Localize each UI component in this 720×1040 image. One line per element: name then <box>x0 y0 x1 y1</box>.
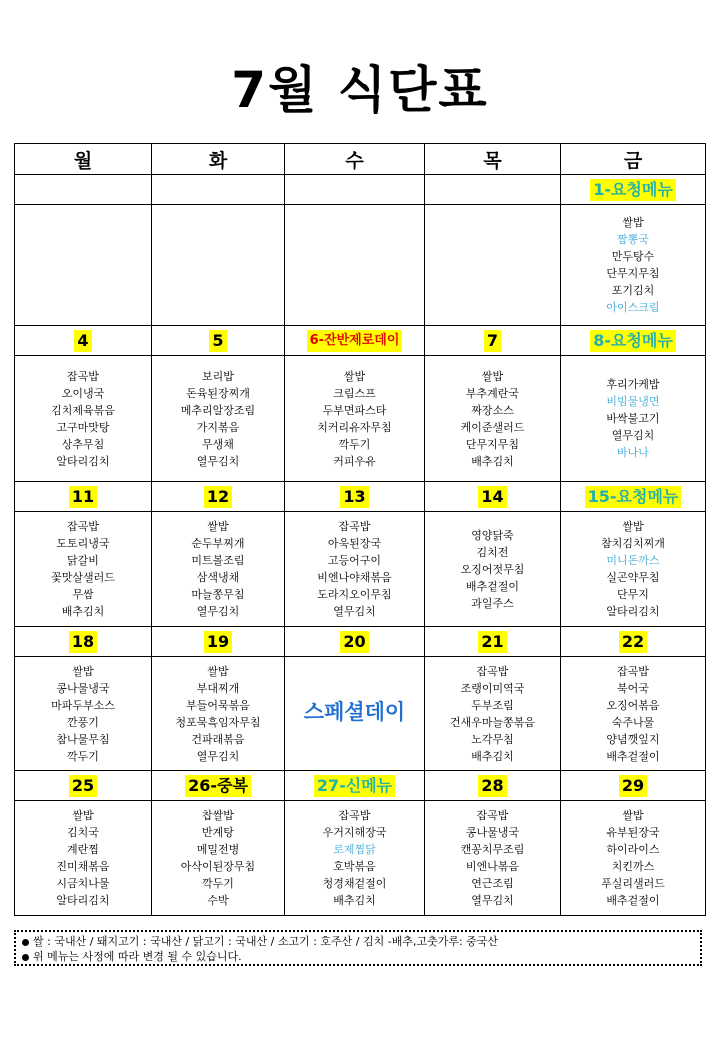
menu-cell <box>561 512 706 627</box>
menu-item: 배추김치 <box>471 749 514 763</box>
date-label: 28 <box>478 775 506 797</box>
menu-item: 상추무침 <box>61 437 105 451</box>
menu-item: 짜장소스 <box>471 403 514 417</box>
menu-item: 부들어묵볶음 <box>186 698 250 712</box>
menu-cell <box>15 356 152 482</box>
weekday-tue: 화 <box>152 144 285 175</box>
menu-item: 연근조림 <box>471 877 514 890</box>
date-label: 1-요청메뉴 <box>590 179 676 201</box>
notice-line <box>22 949 694 964</box>
menu-item: 아이스크림 <box>606 301 660 314</box>
date-cell <box>561 482 706 512</box>
date-cell <box>425 175 561 205</box>
change-note: 위 메뉴는 사정에 따라 변경 될 수 있습니다. <box>33 950 242 963</box>
menu-item: 깐풍기 <box>67 715 99 729</box>
menu-item: 메밀전병 <box>196 843 240 856</box>
menu-item: 잡곡밥 <box>338 520 371 533</box>
menu-item: 배추김치 <box>333 894 376 907</box>
menu-item: 열무김치 <box>333 605 376 618</box>
menu-item: 김치국 <box>67 826 99 839</box>
menu-item: 보리밥 <box>202 369 234 383</box>
date-cell <box>152 482 285 512</box>
meal-table <box>14 143 706 916</box>
menu-cell <box>285 512 425 627</box>
date-row <box>15 627 706 657</box>
date-row <box>15 326 706 356</box>
menu-item: 김치전 <box>476 545 509 559</box>
menu-cell <box>425 205 561 326</box>
menu-item: 열무김치 <box>471 894 514 907</box>
menu-item: 청경채겉절이 <box>322 877 387 890</box>
menu-item: 삼색냉채 <box>196 571 240 584</box>
date-label: 14 <box>478 486 506 508</box>
menu-item: 콩나물냉국 <box>465 826 520 839</box>
date-label: 25 <box>69 775 97 797</box>
date-cell <box>425 482 561 512</box>
menu-item: 잡곡밥 <box>617 664 649 678</box>
menu-item: 꽃맛살샐러드 <box>51 571 115 584</box>
date-label: 21 <box>478 631 506 653</box>
notice-box <box>14 930 702 966</box>
menu-item: 북어국 <box>617 681 649 695</box>
date-label: 4 <box>74 330 91 352</box>
date-cell <box>285 627 425 657</box>
menu-item: 찹쌀밥 <box>202 809 234 822</box>
date-label: 13 <box>340 486 368 508</box>
menu-item: 잡곡밥 <box>476 809 509 822</box>
menu-item: 도라지오이무침 <box>317 588 392 601</box>
weeks-body <box>15 175 706 916</box>
menu-item: 건새우마늘쫑볶음 <box>449 715 535 729</box>
menu-item: 오징어볶음 <box>606 698 660 712</box>
date-cell <box>425 326 561 356</box>
menu-item: 영양닭죽 <box>471 528 514 542</box>
menu-item: 쌀밥 <box>622 520 644 533</box>
menu-item: 메추리알장조림 <box>180 403 256 417</box>
menu-item: 고등어구이 <box>327 554 382 567</box>
menu-item: 크림스프 <box>333 386 376 400</box>
menu-item: 잡곡밥 <box>67 369 99 383</box>
date-row <box>15 771 706 801</box>
menu-item: 우거지해장국 <box>322 826 387 839</box>
menu-cell <box>425 356 561 482</box>
menu-item: 두부면파스타 <box>322 403 387 417</box>
date-cell <box>561 326 706 356</box>
menu-item: 아삭이된장무침 <box>180 860 256 873</box>
menu-item: 시금치나물 <box>56 877 110 890</box>
bullet-icon <box>22 939 29 946</box>
menu-item: 배추겉절이 <box>606 894 660 907</box>
date-label: 29 <box>619 775 647 797</box>
menu-item: 수박 <box>207 894 229 907</box>
menu-item: 쌀밥 <box>481 369 504 383</box>
menu-item: 쌀밥 <box>72 664 94 678</box>
menu-item: 오징어젓무침 <box>460 562 525 576</box>
special-day-label: 스페셜데이 <box>303 699 406 724</box>
date-label: 12 <box>204 486 232 508</box>
menu-cell <box>285 801 425 916</box>
menu-cell <box>15 801 152 916</box>
menu-cell <box>152 205 285 326</box>
date-cell <box>15 482 152 512</box>
menu-item: 김치제육볶음 <box>51 403 115 417</box>
date-label: 6-잔반제로데이 <box>307 330 403 352</box>
date-label: 26-중복 <box>185 775 251 797</box>
menu-item: 양념깻잎지 <box>606 732 660 746</box>
menu-item: 진미채볶음 <box>56 860 110 873</box>
page-title: 7월 식단표 <box>231 61 489 119</box>
menu-cell <box>285 356 425 482</box>
menu-item: 조랭이미역국 <box>460 681 525 695</box>
menu-item: 잡곡밥 <box>338 809 371 822</box>
date-cell <box>152 175 285 205</box>
menu-cell <box>561 657 706 771</box>
menu-item: 푸실리샐러드 <box>601 877 665 890</box>
menu-cell <box>152 356 285 482</box>
menu-item: 미니돈까스 <box>606 554 660 567</box>
date-cell <box>561 175 706 205</box>
menu-cell <box>15 205 152 326</box>
menu-item: 알타리김치 <box>56 454 110 468</box>
menu-item: 콩나물냉국 <box>56 681 110 695</box>
menu-item: 참나물무침 <box>56 732 110 746</box>
menu-item: 아욱된장국 <box>327 537 382 550</box>
menu-cell <box>152 657 285 771</box>
menu-item: 마파두부소스 <box>51 698 115 712</box>
date-label: 7 <box>484 330 501 352</box>
menu-item: 후리가케밥 <box>606 378 660 391</box>
date-cell <box>285 771 425 801</box>
date-label: 8-요청메뉴 <box>590 330 676 352</box>
menu-item: 잡곡밥 <box>67 520 99 533</box>
menu-item: 캔꽁치무조림 <box>460 843 525 856</box>
notice-line <box>22 934 694 949</box>
date-cell <box>285 482 425 512</box>
menu-item: 깍두기 <box>202 877 234 890</box>
weekday-thu: 목 <box>425 144 561 175</box>
menu-item: 참치김치찌개 <box>601 537 665 550</box>
menu-row <box>15 356 706 482</box>
menu-item: 배추김치 <box>61 605 105 618</box>
menu-cell <box>152 801 285 916</box>
menu-item: 바싹불고기 <box>606 412 660 425</box>
menu-item: 하이라이스 <box>606 843 660 856</box>
date-cell <box>425 627 561 657</box>
weekday-fri: 금 <box>561 144 706 175</box>
date-cell <box>425 771 561 801</box>
date-cell <box>152 627 285 657</box>
menu-item: 알타리김치 <box>56 894 110 907</box>
menu-item: 단무지 <box>617 588 649 601</box>
menu-item: 만두탕수 <box>611 250 655 263</box>
menu-item: 계란찜 <box>67 843 99 856</box>
menu-item: 쌀밥 <box>622 216 644 229</box>
menu-item: 노각무침 <box>471 732 514 746</box>
menu-item: 바나나 <box>617 446 649 459</box>
date-cell <box>561 627 706 657</box>
menu-item: 고구마맛탕 <box>56 420 110 434</box>
date-cell <box>15 627 152 657</box>
menu-item: 가지볶음 <box>196 420 240 434</box>
menu-item: 짬뽕국 <box>617 233 649 246</box>
date-cell <box>15 771 152 801</box>
date-row <box>15 482 706 512</box>
menu-item: 단무지무침 <box>465 437 520 451</box>
weekday-mon: 월 <box>15 144 152 175</box>
menu-item: 케이준샐러드 <box>460 420 525 434</box>
menu-item: 커피우유 <box>333 454 376 468</box>
menu-item: 청포묵흑임자무침 <box>175 715 261 729</box>
date-label: 5 <box>209 330 226 352</box>
menu-cell <box>15 512 152 627</box>
menu-item: 반계탕 <box>202 826 234 839</box>
menu-item: 실곤약무침 <box>606 571 660 584</box>
date-label: 15-요청메뉴 <box>585 486 682 508</box>
menu-cell <box>285 657 425 771</box>
menu-cell <box>425 512 561 627</box>
menu-item: 비빔물냉면 <box>606 395 660 408</box>
date-label: 11 <box>69 486 97 508</box>
menu-item: 열무김치 <box>611 429 655 442</box>
date-cell <box>15 326 152 356</box>
date-cell <box>152 771 285 801</box>
date-label: 22 <box>619 631 647 653</box>
menu-cell <box>425 801 561 916</box>
date-row <box>15 175 706 205</box>
menu-item: 두부조림 <box>471 698 514 712</box>
menu-item: 열무김치 <box>196 749 240 763</box>
menu-item: 쌀밥 <box>343 369 366 383</box>
menu-item: 비엔나야채볶음 <box>317 571 392 584</box>
menu-item: 호박볶음 <box>333 860 376 873</box>
date-cell <box>15 175 152 205</box>
menu-item: 배추김치 <box>471 454 514 468</box>
menu-item: 깍두기 <box>338 437 371 451</box>
menu-item: 쌀밥 <box>207 664 229 678</box>
menu-item: 무쌈 <box>72 588 94 601</box>
menu-item: 열무김치 <box>196 454 240 468</box>
menu-item: 비엔나볶음 <box>465 860 520 873</box>
date-label: 19 <box>204 631 232 653</box>
weekday-header-row <box>15 144 706 175</box>
bullet-icon <box>22 954 29 961</box>
date-cell <box>152 326 285 356</box>
date-label: 20 <box>340 631 368 653</box>
menu-item: 부추계란국 <box>465 386 520 400</box>
menu-item: 숙주나물 <box>611 715 655 729</box>
menu-item: 치킨까스 <box>611 860 655 873</box>
weekday-wed: 수 <box>285 144 425 175</box>
menu-item: 건파래볶음 <box>191 732 245 746</box>
menu-row <box>15 205 706 326</box>
menu-item: 깍두기 <box>67 749 99 763</box>
date-label: 27-신메뉴 <box>314 775 395 797</box>
menu-item: 순두부찌개 <box>191 537 245 550</box>
menu-item: 단무지무침 <box>606 267 660 280</box>
menu-item: 쌀밥 <box>207 520 229 533</box>
date-cell <box>561 771 706 801</box>
menu-cell <box>15 657 152 771</box>
menu-row <box>15 801 706 916</box>
menu-row <box>15 657 706 771</box>
menu-item: 잡곡밥 <box>476 664 509 678</box>
menu-item: 배추겉절이 <box>465 579 520 593</box>
menu-item: 열무김치 <box>196 605 240 618</box>
menu-item: 오이냉국 <box>61 386 105 400</box>
menu-item: 도토리냉국 <box>56 537 110 550</box>
date-label: 18 <box>69 631 97 653</box>
menu-cell <box>561 205 706 326</box>
menu-item: 유부된장국 <box>606 826 660 839</box>
menu-item: 과일주스 <box>471 596 514 610</box>
menu-cell <box>425 657 561 771</box>
menu-item: 쌀밥 <box>622 809 644 822</box>
menu-item: 쌀밥 <box>72 809 94 822</box>
menu-item: 돈육된장찌개 <box>186 386 250 400</box>
menu-item: 포기김치 <box>611 284 655 297</box>
menu-row <box>15 512 706 627</box>
menu-item: 부대찌개 <box>196 681 240 695</box>
menu-item: 알타리김치 <box>606 605 660 618</box>
menu-item: 닭갈비 <box>67 554 99 567</box>
menu-item: 배추겉절이 <box>606 749 660 763</box>
menu-item: 마늘쫑무침 <box>191 588 245 601</box>
menu-cell <box>152 512 285 627</box>
menu-item: 무생채 <box>202 437 234 451</box>
menu-cell <box>285 205 425 326</box>
origin-note: 쌀 : 국내산 / 돼지고기 : 국내산 / 닭고기 : 국내산 / 소고기 : 호주산 / 김치 -배추,고춧가루: 중국산 <box>33 935 499 948</box>
menu-item: 미트볼조림 <box>191 554 245 567</box>
menu-item: 치커리유자무침 <box>317 420 392 434</box>
menu-cell <box>561 356 706 482</box>
date-cell <box>285 326 425 356</box>
menu-cell <box>561 801 706 916</box>
date-cell <box>285 175 425 205</box>
menu-item: 로제찜닭 <box>333 843 376 856</box>
